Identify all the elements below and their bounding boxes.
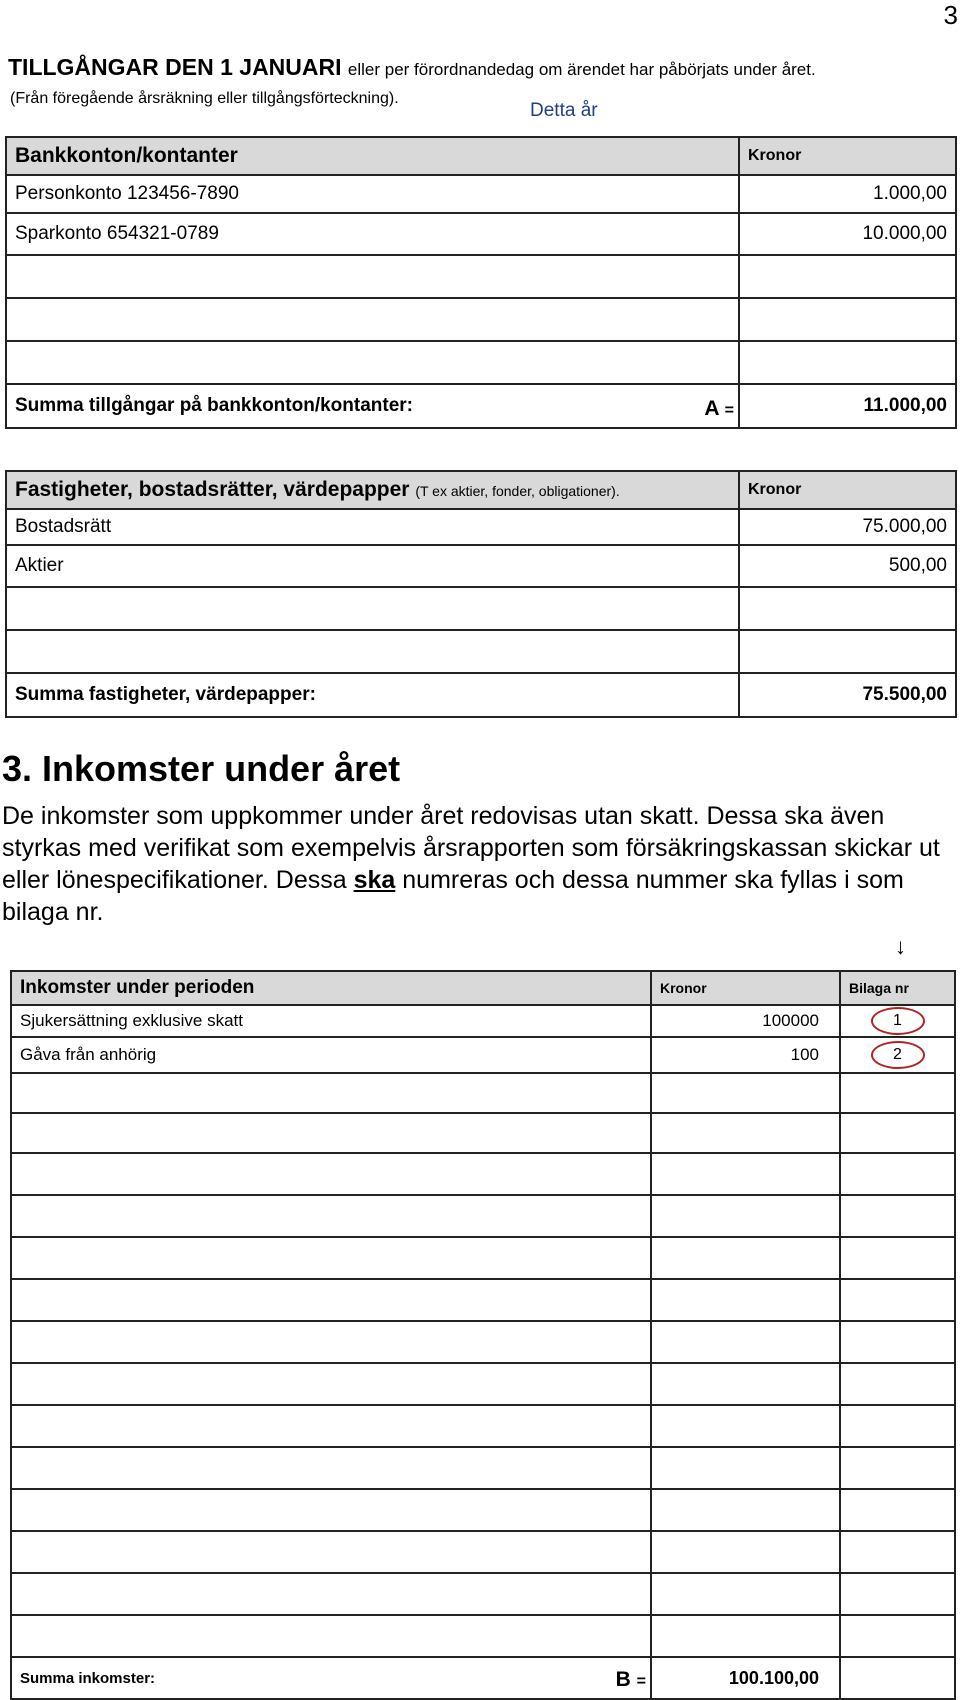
- income-row-value-empty[interactable]: [651, 1615, 840, 1657]
- property-row-label[interactable]: Bostadsrätt: [6, 509, 739, 545]
- income-row-label-empty[interactable]: [11, 1153, 651, 1195]
- income-row-label-empty[interactable]: [11, 1073, 651, 1113]
- income-sum-letter: B =: [615, 1668, 646, 1691]
- income-row-bilaga-empty[interactable]: [840, 1321, 955, 1363]
- income-text-emphasis: ska: [353, 866, 396, 894]
- table-row-empty: [11, 1531, 955, 1573]
- income-row-bilaga-empty[interactable]: [840, 1489, 955, 1531]
- bilaga-circle: 1: [871, 1007, 925, 1035]
- table-row-empty: [6, 630, 956, 673]
- income-text-part-1: De inkomster som uppkommer under året redovisas utan skatt. Dessa ska även styrkas med verifikat som exempelvis årsrapporten som försäkringskassan skickar ut eller lönespecifikationer. Dessa: [2, 802, 940, 894]
- property-row-value-empty[interactable]: [739, 587, 956, 630]
- income-section-title: 3. Inkomster under året: [2, 748, 401, 789]
- income-table: [10, 970, 956, 1700]
- bank-row-value-empty[interactable]: [739, 341, 956, 384]
- bank-row-value[interactable]: 1.000,00: [739, 175, 956, 213]
- income-row-bilaga-empty[interactable]: [840, 1279, 955, 1321]
- income-row-label-empty[interactable]: [11, 1489, 651, 1531]
- table-row-empty: [11, 1237, 955, 1279]
- property-row-label[interactable]: Aktier: [6, 545, 739, 587]
- property-row-label-empty[interactable]: [6, 587, 739, 630]
- income-row-value-empty[interactable]: [651, 1279, 840, 1321]
- table-row-empty: [11, 1615, 955, 1657]
- page-number: 3: [943, 0, 958, 30]
- income-sum-row: [11, 1657, 955, 1699]
- income-row-label-empty[interactable]: [11, 1279, 651, 1321]
- income-row-bilaga-empty[interactable]: [840, 1447, 955, 1489]
- income-row-bilaga-empty[interactable]: [840, 1615, 955, 1657]
- income-row-label[interactable]: Sjukersättning exklusive skatt: [11, 1005, 651, 1037]
- assets-title-bold: TILLGÅNGAR DEN 1 JANUARI: [8, 54, 342, 80]
- table-row-empty: [6, 587, 956, 630]
- income-row-bilaga-empty[interactable]: [840, 1195, 955, 1237]
- income-row-value[interactable]: 100: [651, 1037, 840, 1073]
- income-row-bilaga-empty[interactable]: [840, 1153, 955, 1195]
- assets-title-rest: eller per förordnandedag om ärendet har påbörjats under året.: [347, 60, 816, 79]
- property-row-value-empty[interactable]: [739, 630, 956, 673]
- income-bilaga-header: Bilaga nr: [840, 971, 955, 1005]
- income-row-label-empty[interactable]: [11, 1237, 651, 1279]
- property-sum-value[interactable]: 75.500,00: [739, 673, 956, 717]
- income-header: Inkomster under perioden: [11, 971, 651, 1005]
- bank-row-label-empty[interactable]: [6, 255, 739, 298]
- bilaga-circle: 2: [871, 1041, 925, 1069]
- income-section-text: [2, 800, 958, 928]
- income-row-label[interactable]: Gåva från anhörig: [11, 1037, 651, 1073]
- income-row-bilaga-empty[interactable]: [840, 1363, 955, 1405]
- income-row-label-empty[interactable]: [11, 1195, 651, 1237]
- bank-row-label[interactable]: Sparkonto 654321-0789: [6, 213, 739, 255]
- table-row: [6, 545, 956, 587]
- income-row-value-empty[interactable]: [651, 1405, 840, 1447]
- income-text-part-2: numreras och dessa nummer ska fyllas i som bilaga nr.: [2, 866, 904, 926]
- income-row-bilaga-empty[interactable]: [840, 1531, 955, 1573]
- bank-sum-cell: [6, 384, 739, 428]
- income-row-label-empty[interactable]: [11, 1573, 651, 1615]
- table-row-empty: [11, 1153, 955, 1195]
- income-row-label-empty[interactable]: [11, 1363, 651, 1405]
- assets-subtitle: (Från föregående årsräkning eller tillgångsförteckning).: [10, 90, 399, 107]
- income-row-label-empty[interactable]: [11, 1405, 651, 1447]
- table-row: [11, 1005, 955, 1037]
- property-header-title: Fastigheter, bostadsrätter, värdepapper: [15, 478, 410, 501]
- property-kronor-header: Kronor: [739, 471, 956, 509]
- bank-sum-value[interactable]: 11.000,00: [739, 384, 956, 428]
- bank-table: [5, 136, 957, 429]
- table-row-empty: [11, 1447, 955, 1489]
- income-row-bilaga[interactable]: [840, 1037, 955, 1073]
- income-row-bilaga[interactable]: [840, 1005, 955, 1037]
- income-row-label-empty[interactable]: [11, 1321, 651, 1363]
- bank-row-label-empty[interactable]: [6, 298, 739, 341]
- income-row-bilaga-empty[interactable]: [840, 1573, 955, 1615]
- income-row-value[interactable]: 100000: [651, 1005, 840, 1037]
- bank-sum-row: [6, 384, 956, 428]
- income-row-bilaga-empty[interactable]: [840, 1237, 955, 1279]
- table-row-empty: [11, 1279, 955, 1321]
- arrow-down-icon: ↓: [895, 934, 906, 959]
- property-row-value[interactable]: 75.000,00: [739, 509, 956, 545]
- income-row-label-empty[interactable]: [11, 1113, 651, 1153]
- bank-sum-letter: A =: [704, 397, 734, 420]
- income-sum-cell: [11, 1657, 651, 1699]
- income-row-value-empty[interactable]: [651, 1195, 840, 1237]
- income-row-value-empty[interactable]: [651, 1573, 840, 1615]
- income-sum-bilaga-empty: [840, 1657, 955, 1699]
- income-row-bilaga-empty[interactable]: [840, 1405, 955, 1447]
- income-row-label-empty[interactable]: [11, 1447, 651, 1489]
- table-row: [6, 509, 956, 545]
- income-row-value-empty[interactable]: [651, 1153, 840, 1195]
- bank-kronor-header: Kronor: [739, 137, 956, 175]
- income-sum-value[interactable]: 100.100,00: [651, 1657, 840, 1699]
- bank-row-label[interactable]: Personkonto 123456-7890: [6, 175, 739, 213]
- property-sum-row: [6, 673, 956, 717]
- income-row-bilaga-empty[interactable]: [840, 1113, 955, 1153]
- income-row-bilaga-empty[interactable]: [840, 1073, 955, 1113]
- table-row-empty: [6, 255, 956, 298]
- table-row: [6, 175, 956, 213]
- income-row-value-empty[interactable]: [651, 1363, 840, 1405]
- property-header-note: (T ex aktier, fonder, obligationer).: [415, 483, 620, 499]
- table-row-empty: [11, 1073, 955, 1113]
- income-row-label-empty[interactable]: [11, 1615, 651, 1657]
- income-row-value-empty[interactable]: [651, 1321, 840, 1363]
- table-row: [6, 213, 956, 255]
- column-label-this-year: Detta år: [530, 100, 598, 121]
- income-row-value-empty[interactable]: [651, 1531, 840, 1573]
- table-row-empty: [11, 1489, 955, 1531]
- bank-row-value-empty[interactable]: [739, 298, 956, 341]
- table-row-empty: [11, 1321, 955, 1363]
- income-row-label-empty[interactable]: [11, 1531, 651, 1573]
- table-row-empty: [11, 1573, 955, 1615]
- income-sum-label: Summa inkomster:: [20, 1669, 156, 1687]
- table-row-empty: [11, 1363, 955, 1405]
- income-kronor-header: Kronor: [651, 971, 840, 1005]
- property-row-value[interactable]: 500,00: [739, 545, 956, 587]
- income-row-value-empty[interactable]: [651, 1447, 840, 1489]
- table-row-empty: [11, 1405, 955, 1447]
- table-row-empty: [6, 298, 956, 341]
- table-row-empty: [11, 1113, 955, 1153]
- table-row-empty: [11, 1195, 955, 1237]
- bank-header: Bankkonton/kontanter: [6, 137, 739, 175]
- property-row-label-empty[interactable]: [6, 630, 739, 673]
- property-sum-label: Summa fastigheter, värdepapper:: [6, 673, 739, 717]
- bank-row-value-empty[interactable]: [739, 255, 956, 298]
- assets-title: [8, 54, 816, 81]
- income-row-value-empty[interactable]: [651, 1073, 840, 1113]
- bank-row-value[interactable]: 10.000,00: [739, 213, 956, 255]
- property-header: [6, 471, 739, 509]
- bank-row-label-empty[interactable]: [6, 341, 739, 384]
- table-row-empty: [6, 341, 956, 384]
- income-row-value-empty[interactable]: [651, 1489, 840, 1531]
- income-row-value-empty[interactable]: [651, 1113, 840, 1153]
- bank-sum-label: Summa tillgångar på bankkonton/kontanter:: [15, 395, 413, 416]
- property-table: [5, 470, 957, 718]
- income-row-value-empty[interactable]: [651, 1237, 840, 1279]
- table-row: [11, 1037, 955, 1073]
